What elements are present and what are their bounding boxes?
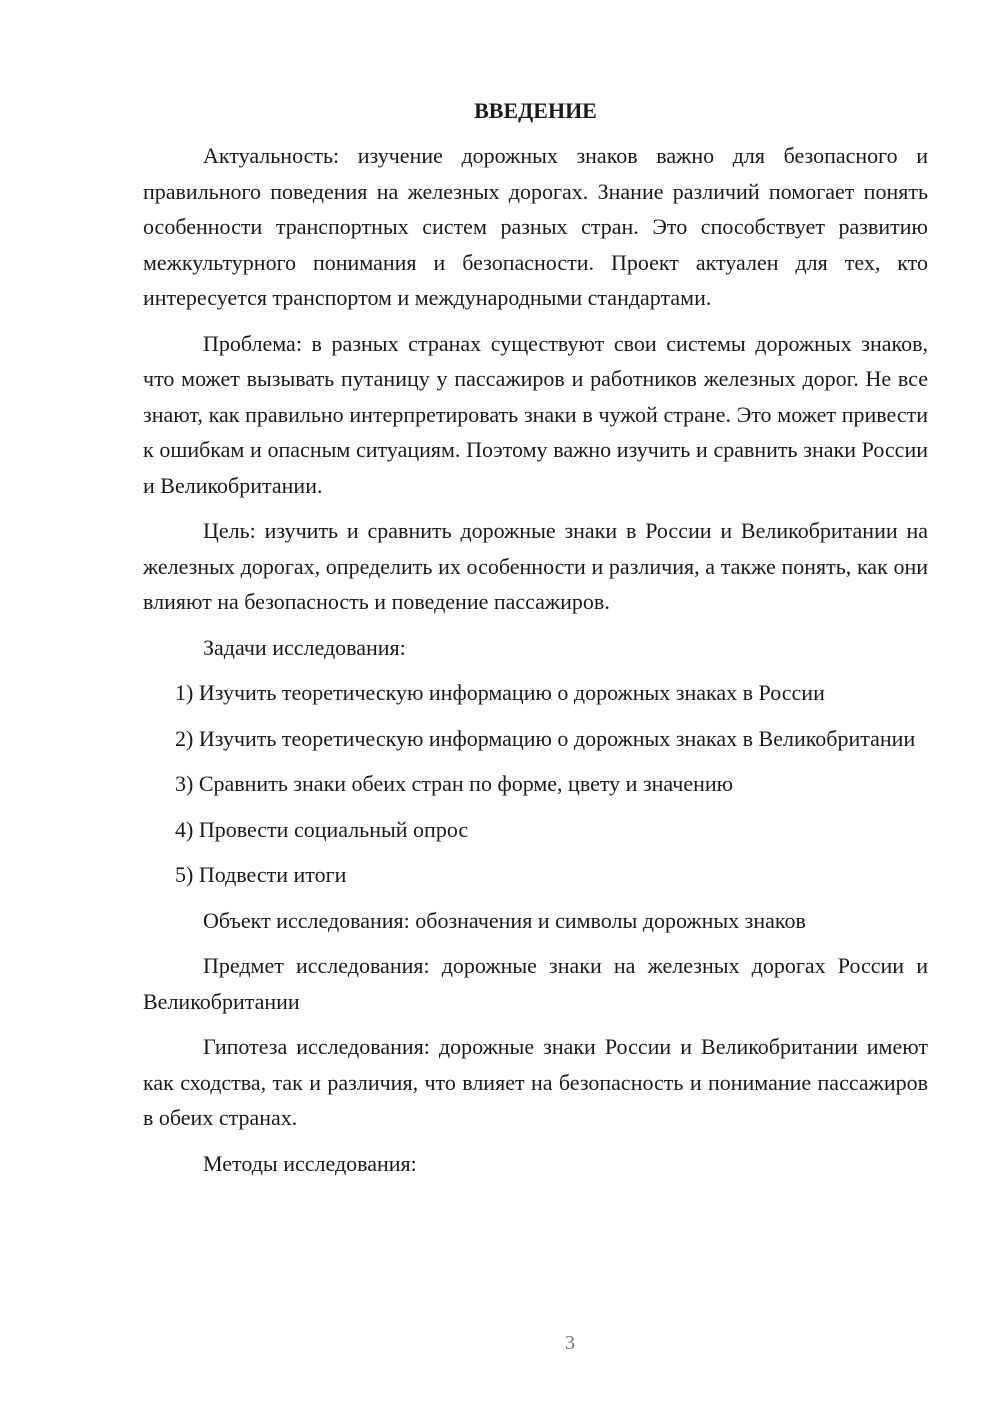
task-item-3: 3) Сравнить знаки обеих стран по форме, цвету и значению [175, 771, 734, 796]
paragraph-subject: Предмет исследования: дорожные знаки на железных дорогах России и Великобритании [143, 953, 928, 1014]
paragraph-problem: Проблема: в разных странах существуют свои системы дорожных знаков, что может вызывать путаницу у пассажиров и работников железных дорог. Не все знают, как правильно интерпретировать знаки в чужой стране. Это может привести к ошибкам и опасным ситуациям. Поэтому важно изучить и сравнить знаки России и Великобритании. [143, 330, 928, 498]
page-content [143, 96, 928, 1191]
paragraph-object: Объект исследования: обозначения и символы дорожных знаков [203, 907, 806, 933]
task-item-5: 5) Подвести итоги [175, 862, 347, 887]
paragraph-hypothesis: Гипотеза исследования: дорожные знаки России и Великобритании имеют как сходства, так и различия, что влияет на безопасность и понимание пассажиров в обеих странах. [143, 1034, 928, 1130]
paragraph-relevance: Актуальность: изучение дорожных знаков важно для безопасного и правильного поведения на железных дорогах. Знание различий помогает понять особенности транспортных систем разных стран. Это способствует развитию межкультурного понимания и безопасности. Проект актуален для тех, кто интересуется транспортом и международными стандартами. [143, 143, 928, 310]
paragraph-goal: Цель: изучить и сравнить дорожные знаки в России и Великобритании на железных дорогах, определить их особенности и различия, а также понять, как они влияют на безопасность и поведение пассажиров. [143, 518, 928, 614]
task-item-2: 2) Изучить теоретическую информацию о дорожных знаках в Великобритании [175, 725, 916, 751]
paragraph-methods: Методы исследования: [203, 1150, 417, 1176]
page-number: 3 [565, 1332, 575, 1354]
task-item-1: 1) Изучить теоретическую информацию о дорожных знаках в России [175, 680, 825, 705]
section-title: ВВЕДЕНИЕ [474, 98, 597, 123]
paragraph-tasks-heading: Задачи исследования: [203, 634, 406, 660]
task-item-4: 4) Провести социальный опрос [175, 816, 469, 842]
